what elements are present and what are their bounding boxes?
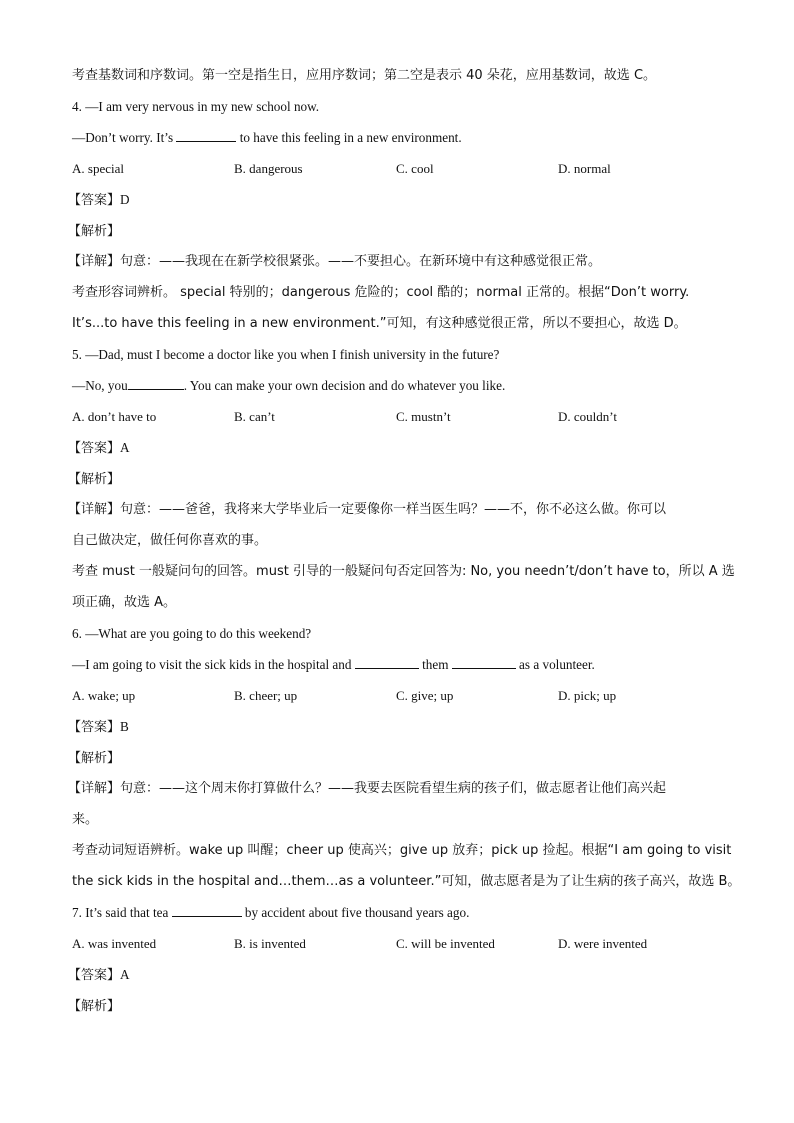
detail-label: 【详解】 <box>68 254 121 269</box>
q6-option-c: C. give; up <box>396 688 454 703</box>
q5-response-pre: —No, you <box>72 378 128 393</box>
analysis-label: 【解析】 <box>68 472 121 487</box>
q5-blank <box>128 375 184 390</box>
answer-label: 【答案】 <box>68 968 121 983</box>
q7-blank <box>172 902 242 917</box>
q6-explanation-2: the sick kids in the hospital and…them…as a volunteer.”可知，做志愿者是为了让生病的孩子高兴，故选 B。 <box>72 874 741 889</box>
q4-option-a: A. special <box>72 161 124 176</box>
q5-answer <box>68 436 732 467</box>
q4-explanation-1: 考查形容词辨析。 special 特别的；dangerous 危险的；cool 酷的；normal 正常的。根据“Don’t worry. <box>72 285 690 300</box>
q6-analysis <box>68 746 732 777</box>
q7-option-a: A. was invented <box>72 936 157 951</box>
q5-analysis <box>68 467 732 498</box>
analysis-label: 【解析】 <box>68 751 121 766</box>
detail-label: 【详解】 <box>68 781 121 796</box>
q6-response-post: as a volunteer. <box>515 657 595 672</box>
q4-answer <box>68 188 732 219</box>
q7-answer-value: A <box>120 967 130 982</box>
q6-answer-value: B <box>120 719 129 734</box>
q7-option-c: C. will be invented <box>396 936 495 951</box>
analysis-label: 【解析】 <box>68 224 121 239</box>
q4-detail-text: 句意：——我现在在新学校很紧张。——不要担心。在新环境中有这种感觉很正常。 <box>120 254 602 269</box>
q6-option-a: A. wake; up <box>72 688 136 703</box>
q6-detail-text: 句意：——这个周末你打算做什么？——我要去医院看望生病的孩子们，做志愿者让他们高兴起 <box>120 781 667 796</box>
q7-option-b: B. is invented <box>234 936 306 951</box>
q5-detail-2: 自己做决定，做任何你喜欢的事。 <box>72 533 268 548</box>
q5-option-a: A. don’t have to <box>72 409 157 424</box>
q5-option-b: B. can’t <box>234 409 275 424</box>
q4-options <box>72 157 732 188</box>
q4-option-c: C. cool <box>396 161 434 176</box>
q5-detail-text: 句意：——爸爸，我将来大学毕业后一定要像你一样当医生吗？——不，你不必这么做。你可以 <box>120 502 667 517</box>
q6-blank-1 <box>355 654 419 669</box>
q6-prompt: 6. —What are you going to do this weekend? <box>72 626 312 641</box>
answer-label: 【答案】 <box>68 193 121 208</box>
q5-detail-1 <box>68 498 732 529</box>
q4-option-d: D. normal <box>558 161 611 176</box>
q4-option-b: B. dangerous <box>234 161 303 176</box>
q5-options <box>72 405 732 436</box>
q6-detail-1 <box>68 777 732 808</box>
q7-analysis <box>68 994 732 1025</box>
q5-explanation-1: 考查 must 一般疑问句的回答。must 引导的一般疑问句否定回答为: No, you needn’t/don’t have to，所以 A 选 <box>72 564 735 579</box>
q6-detail-2: 来。 <box>72 812 99 827</box>
analysis-label: 【解析】 <box>68 999 121 1014</box>
q6-response-mid: them <box>418 657 452 672</box>
q6-option-d: D. pick; up <box>558 688 617 703</box>
q4-prompt: 4. —I am very nervous in my new school now. <box>72 99 320 114</box>
q6-answer <box>68 715 732 746</box>
q7-option-d: D. were invented <box>558 936 648 951</box>
q6-response-pre: —I am going to visit the sick kids in the hospital and <box>72 657 355 672</box>
detail-label: 【详解】 <box>68 502 121 517</box>
answer-label: 【答案】 <box>68 441 121 456</box>
q6-blank-2 <box>452 654 516 669</box>
q5-answer-value: A <box>120 440 130 455</box>
q7-answer <box>68 963 732 994</box>
q6-option-b: B. cheer; up <box>234 688 298 703</box>
answer-label: 【答案】 <box>68 720 121 735</box>
q4-explanation-2: It’s...to have this feeling in a new environment.”可知，有这种感觉很正常，所以不要担心，故选 D。 <box>72 316 687 331</box>
q5-explanation-2: 项正确，故选 A。 <box>72 595 177 610</box>
q5-option-c: C. mustn’t <box>396 409 451 424</box>
q4-response-post: to have this feeling in a new environment. <box>236 130 462 145</box>
q5-option-d: D. couldn’t <box>558 409 617 424</box>
q7-options <box>72 932 732 963</box>
q4-detail <box>68 250 732 281</box>
q5-response <box>72 374 732 405</box>
q4-response <box>72 126 732 157</box>
q4-analysis <box>68 219 732 250</box>
q6-options <box>72 684 732 715</box>
q5-prompt: 5. —Dad, must I become a doctor like you when I finish university in the future? <box>72 347 500 362</box>
intro-explanation: 考查基数词和序数词。第一空是指生日，应用序数词；第二空是表示 40 朵花，应用基数词，故选 C。 <box>72 68 657 83</box>
q4-blank <box>176 127 236 142</box>
q7-prompt-post: by accident about five thousand years ago. <box>241 905 470 920</box>
q4-answer-value: D <box>120 192 130 207</box>
q4-response-pre: —Don’t worry. It’s <box>72 130 177 145</box>
q6-response <box>72 653 732 684</box>
q6-explanation-1: 考查动词短语辨析。wake up 叫醒；cheer up 使高兴；give up 放弃；pick up 捡起。根据“I am going to visit <box>72 843 732 858</box>
q5-response-post: . You can make your own decision and do whatever you like. <box>183 378 506 393</box>
q7-prompt-pre: 7. It’s said that tea <box>72 905 172 920</box>
document-page <box>68 64 741 1025</box>
q7-prompt <box>72 901 732 932</box>
